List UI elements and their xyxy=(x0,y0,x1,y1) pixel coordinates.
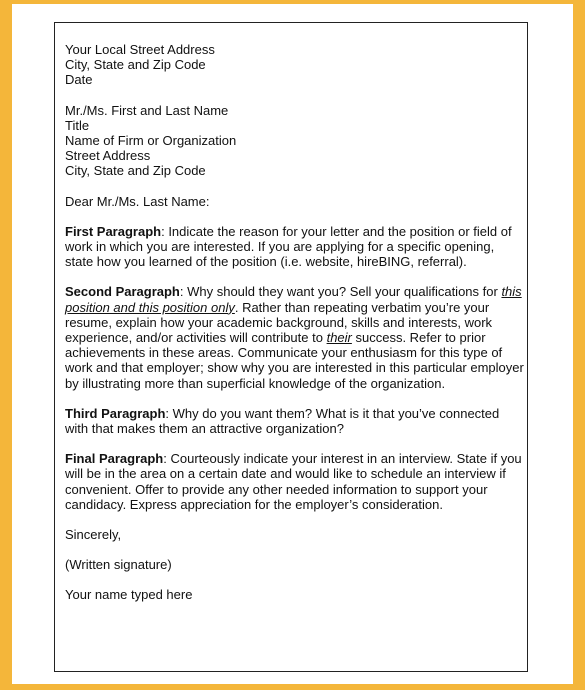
second-paragraph-emphasis-a: this position and this position only xyxy=(65,284,522,315)
recipient-street: Street Address xyxy=(65,148,151,164)
recipient-name: Mr./Ms. First and Last Name xyxy=(65,102,229,118)
recipient-title: Title xyxy=(65,117,90,133)
first-paragraph-lead: First Paragraph xyxy=(65,223,162,239)
recipient-address xyxy=(65,103,525,179)
recipient-city-state-zip: City, State and Zip Code xyxy=(65,163,206,179)
sender-address xyxy=(65,42,525,88)
second-paragraph-text-c: success. Refer to prior achievements in these areas. Communicate your enthusiasm for this type of work and that employer; show why you are interested in this particular employer by illustrating more than superficial knowledge of the organization. xyxy=(65,330,524,391)
final-paragraph-lead: Final Paragraph xyxy=(65,451,164,467)
third-paragraph xyxy=(65,406,525,436)
cover-letter-body xyxy=(65,42,525,618)
final-paragraph xyxy=(65,451,525,512)
sender-street: Your Local Street Address xyxy=(65,42,215,57)
third-paragraph-text: : Why do you want them? What is it that you’ve connected with that makes them an attractive organization? xyxy=(65,405,500,437)
letter-date: Date xyxy=(65,72,93,88)
signature-placeholder: (Written signature) xyxy=(65,557,172,573)
second-paragraph-text-b: . Rather than repeating verbatim you’re your resume, explain how your academic background, skills and interests, work experience, and/or activities will contribute to xyxy=(65,299,493,346)
recipient-organization: Name of Firm or Organization xyxy=(65,133,237,149)
typed-name: Your name typed here xyxy=(65,587,193,603)
closing: Sincerely, xyxy=(65,527,122,543)
first-paragraph-text: : Indicate the reason for your letter and the position or field of work in which you are interested. If you are applying for a specific opening, state how you learned of the position (i.e. website, hireBING, referral). xyxy=(65,223,512,270)
sender-city-state-zip: City, State and Zip Code xyxy=(65,57,206,73)
third-paragraph-lead: Third Paragraph xyxy=(65,405,166,421)
second-paragraph-lead: Second Paragraph xyxy=(65,284,180,300)
second-paragraph xyxy=(65,284,525,390)
final-paragraph-text: : Courteously indicate your interest in an interview. State if you will be in the area on a certain date and would like to schedule an interview if convenient. Offer to provide any other needed information to support your candidacy. Express appreciation for the employer’s consideration. xyxy=(65,451,522,512)
salutation: Dear Mr./Ms. Last Name: xyxy=(65,193,210,209)
second-paragraph-text-a: : Why should they want you? Sell your qualifications for xyxy=(179,284,502,300)
second-paragraph-emphasis-b: their xyxy=(326,330,352,346)
first-paragraph xyxy=(65,224,525,270)
